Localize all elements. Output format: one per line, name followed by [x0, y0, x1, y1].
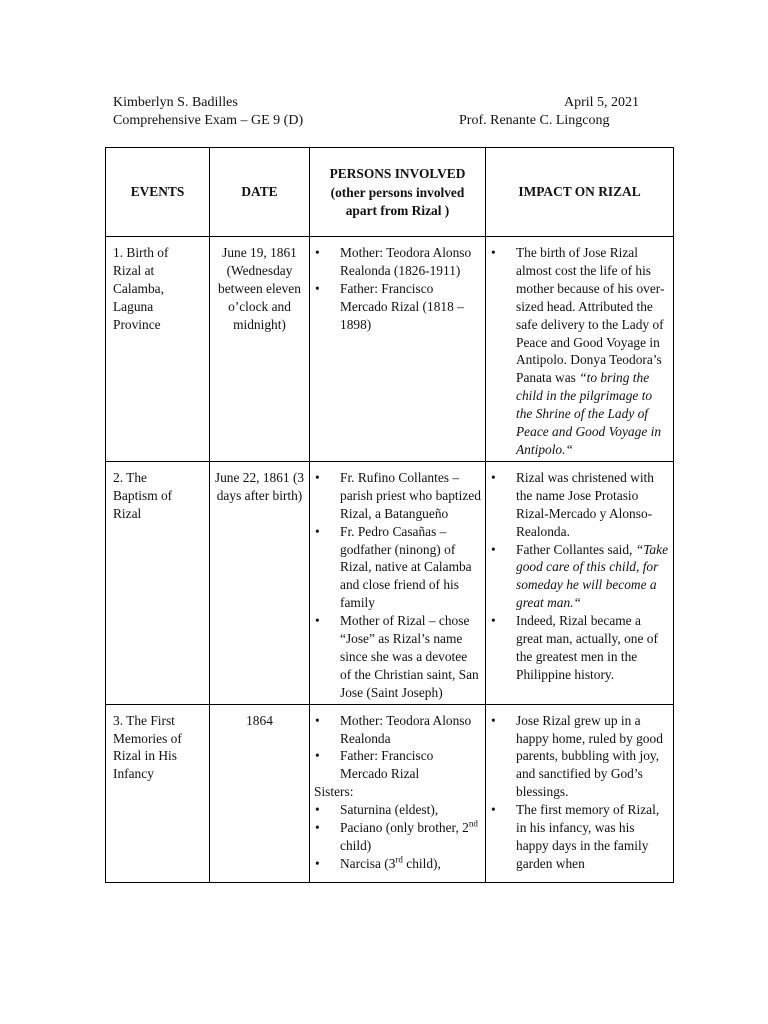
table-row: [106, 704, 674, 882]
item-text: child): [340, 838, 372, 853]
column-header-events: EVENTS: [106, 148, 210, 237]
event-cell: 2. The Baptism of Rizal: [106, 461, 210, 704]
column-header-date: DATE: [210, 148, 310, 237]
list-item: • Mother: Teodora Alonso Realonda (1826-1911): [314, 244, 481, 280]
persons-cell: [310, 704, 486, 882]
date-cell: 1864: [210, 704, 310, 882]
list-item: [314, 819, 481, 855]
impact-cell: [486, 237, 674, 462]
impact-cell: [486, 704, 674, 882]
list-item: • Father: Francisco Mercado Rizal (1818 – 1898): [314, 280, 481, 334]
list-item: [314, 855, 481, 873]
item-text: Paciano (only brother, 2: [340, 820, 469, 836]
list-item: • Mother: Teodora Alonso Realonda: [314, 712, 481, 748]
table-header-row: [106, 148, 674, 237]
persons-cell: [310, 237, 486, 462]
student-name: Kimberlyn S. Badilles: [113, 95, 238, 110]
ordinal-suffix: rd: [395, 854, 403, 865]
column-header-persons: [310, 148, 486, 237]
events-table: [105, 147, 674, 883]
impact-quote: “to bring the child in the pilgrimage to the Shrine of the Lady of Peace and Good Voyage in Antipolo.“: [516, 370, 662, 457]
date-cell: June 19, 1861 (Wednesday between eleven o’clock and midnight): [210, 237, 310, 462]
date-cell: June 22, 1861 (3 days after birth): [210, 461, 310, 704]
list-item: • The first memory of Rizal, in his infancy, was his happy days in the family garden when: [490, 801, 669, 873]
list-item: • Rizal was christened with the name Jose Protasio Rizal-Mercado y Alonso-Realonda.: [490, 469, 669, 541]
exam-title: Comprehensive Exam – GE 9 (D): [113, 113, 304, 128]
item-text: Narcisa (3: [340, 855, 396, 871]
impact-text: Father Collantes said,: [516, 541, 636, 557]
persons-cell: [310, 461, 486, 704]
impact-cell: [486, 461, 674, 704]
list-item: • Saturnina (eldest),: [314, 801, 481, 819]
list-item: • Mother of Rizal – chose “Jose” as Rizal’s name since she was a devotee of the Christian saint, San Jose (Saint Joseph): [314, 612, 481, 702]
persons-header-subtitle: (other persons involved apart from Rizal ): [330, 185, 465, 218]
list-item: • Indeed, Rizal became a great man, actually, one of the greatest men in the Philippine history.: [490, 612, 669, 684]
item-text: child),: [402, 855, 441, 871]
event-cell: 1. Birth of Rizal at Calamba, Laguna Province: [106, 237, 210, 462]
table-row: [106, 237, 674, 462]
impact-quote: “Take good care of this child, for someday he will become a great man.“: [516, 541, 669, 611]
list-item: • Fr. Rufino Collantes – parish priest who baptized Rizal, a Batangueño: [314, 469, 481, 523]
column-header-impact: IMPACT ON RIZAL: [486, 148, 674, 237]
list-item: [490, 244, 669, 459]
list-item: • Jose Rizal grew up in a happy home, ruled by good parents, bubbling with joy, and sanctified by God’s blessings.: [490, 712, 669, 802]
event-cell: 3. The First Memories of Rizal in His Infancy: [106, 704, 210, 882]
ordinal-suffix: nd: [468, 818, 478, 829]
list-item: • Fr. Pedro Casañas – godfather (ninong) of Rizal, native at Calamba and close friend of his family: [314, 523, 481, 613]
list-item: [490, 541, 669, 613]
list-item: • Father: Francisco Mercado Rizal: [314, 747, 481, 783]
exam-date: April 5, 2021: [564, 95, 640, 110]
impact-text: The birth of Jose Rizal almost cost the life of his mother because of his over-sized head. Attributed the safe delivery to the Lady of Peace and Good Voyage in Antipolo. Donya Teodora’s Panata was: [516, 245, 665, 386]
persons-header-title: PERSONS INVOLVED: [329, 165, 466, 181]
table-row: [106, 461, 674, 704]
sisters-label: Sisters:: [314, 784, 354, 800]
professor-name: Prof. Renante C. Lingcong: [459, 113, 610, 128]
